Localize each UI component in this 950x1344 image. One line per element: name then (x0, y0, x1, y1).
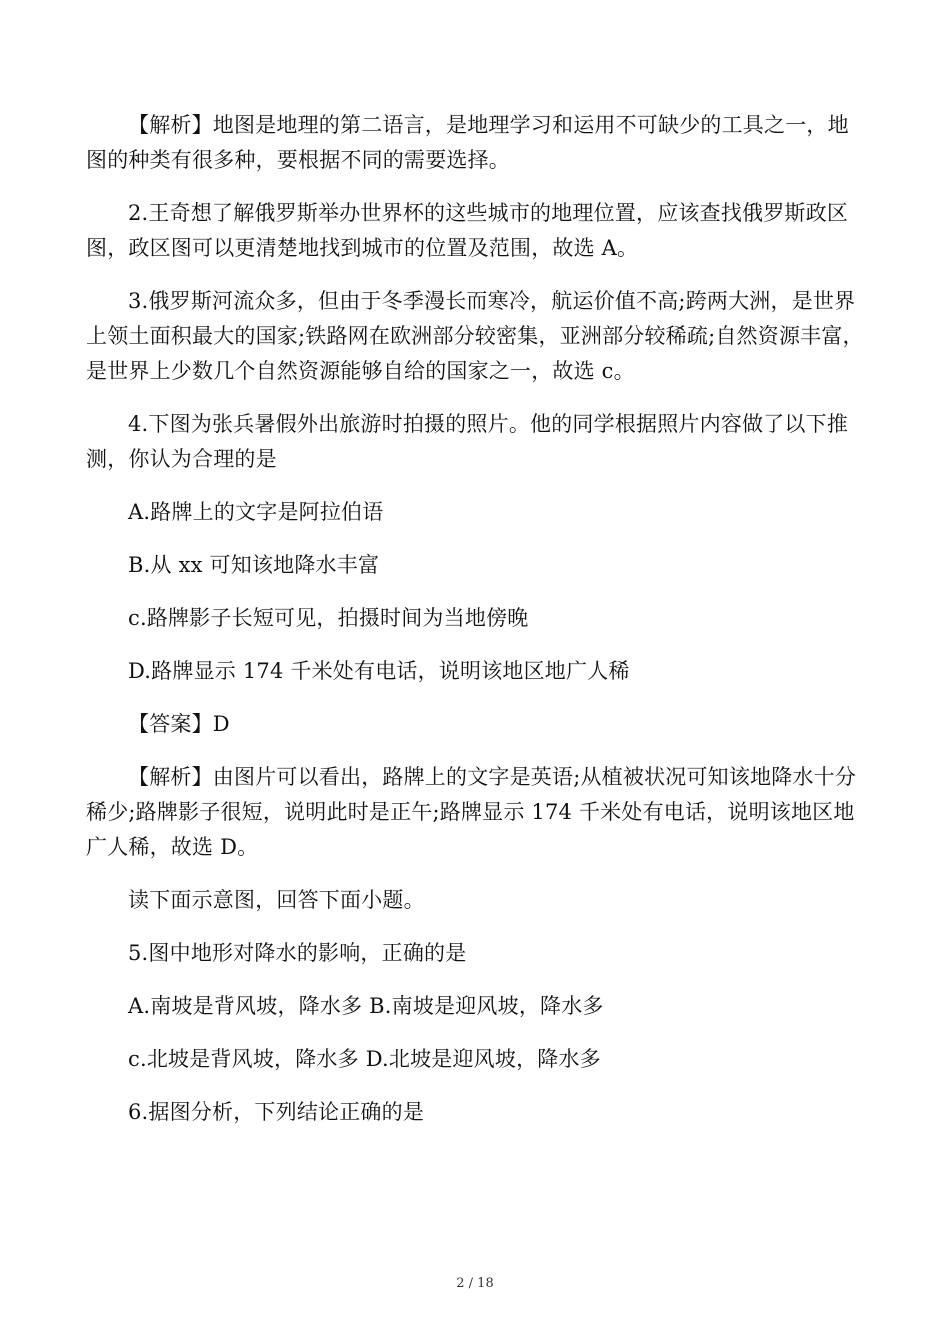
paragraph-question-4: 4.下图为张兵暑假外出旅游时拍摄的照片。他的同学根据照片内容做了以下推测，你认为合理的是 (86, 412, 849, 471)
page-number: 2 / 18 (456, 1276, 494, 1291)
option-4c: c.路牌影子长短可见，拍摄时间为当地傍晚 (128, 606, 529, 630)
document-body (86, 108, 866, 1148)
options-5-cd: c.北坡是背风坡，降水多 D.北坡是迎风坡，降水多 (128, 1047, 601, 1071)
paragraph-question-5: 5.图中地形对降水的影响，正确的是 (128, 941, 467, 965)
answer-4: 【答案】D (128, 712, 230, 736)
paragraph-analysis-4: 【解析】由图片可以看出，路牌上的文字是英语;从植被状况可知该地降水十分稀少;路牌影子很短，说明此时是正午;路牌显示 174 千米处有电话，说明该地区地广人稀，故选 D。 (86, 765, 857, 859)
options-5-ab: A.南坡是背风坡，降水多 B.南坡是迎风坡，降水多 (128, 994, 604, 1018)
option-4b: B.从 xx 可知该地降水丰富 (128, 553, 380, 577)
paragraph-analysis-1: 【解析】地图是地理的第二语言，是地理学习和运用不可缺少的工具之一，地图的种类有很多种，要根据不同的需要选择。 (86, 113, 849, 172)
paragraph-question-6: 6.据图分析，下列结论正确的是 (128, 1100, 425, 1124)
option-4d: D.路牌显示 174 千米处有电话，说明该地区地广人稀 (128, 659, 630, 683)
paragraph-question-2-answer: 2.王奇想了解俄罗斯举办世界杯的这些城市的地理位置，应该查找俄罗斯政区图，政区图可以更清楚地找到城市的位置及范围，故选 A。 (86, 201, 849, 260)
option-4a: A.路牌上的文字是阿拉伯语 (128, 500, 384, 524)
paragraph-question-3-answer: 3.俄罗斯河流众多，但由于冬季漫长而寒冷，航运价值不高;跨两大洲，是世界上领土面积最大的国家;铁路网在欧洲部分较密集，亚洲部分较稀疏;自然资源丰富，是世界上少数几个自然资源能够自给的国家之一，故选 c。 (86, 289, 864, 383)
paragraph-read-diagram: 读下面示意图，回答下面小题。 (128, 888, 425, 912)
